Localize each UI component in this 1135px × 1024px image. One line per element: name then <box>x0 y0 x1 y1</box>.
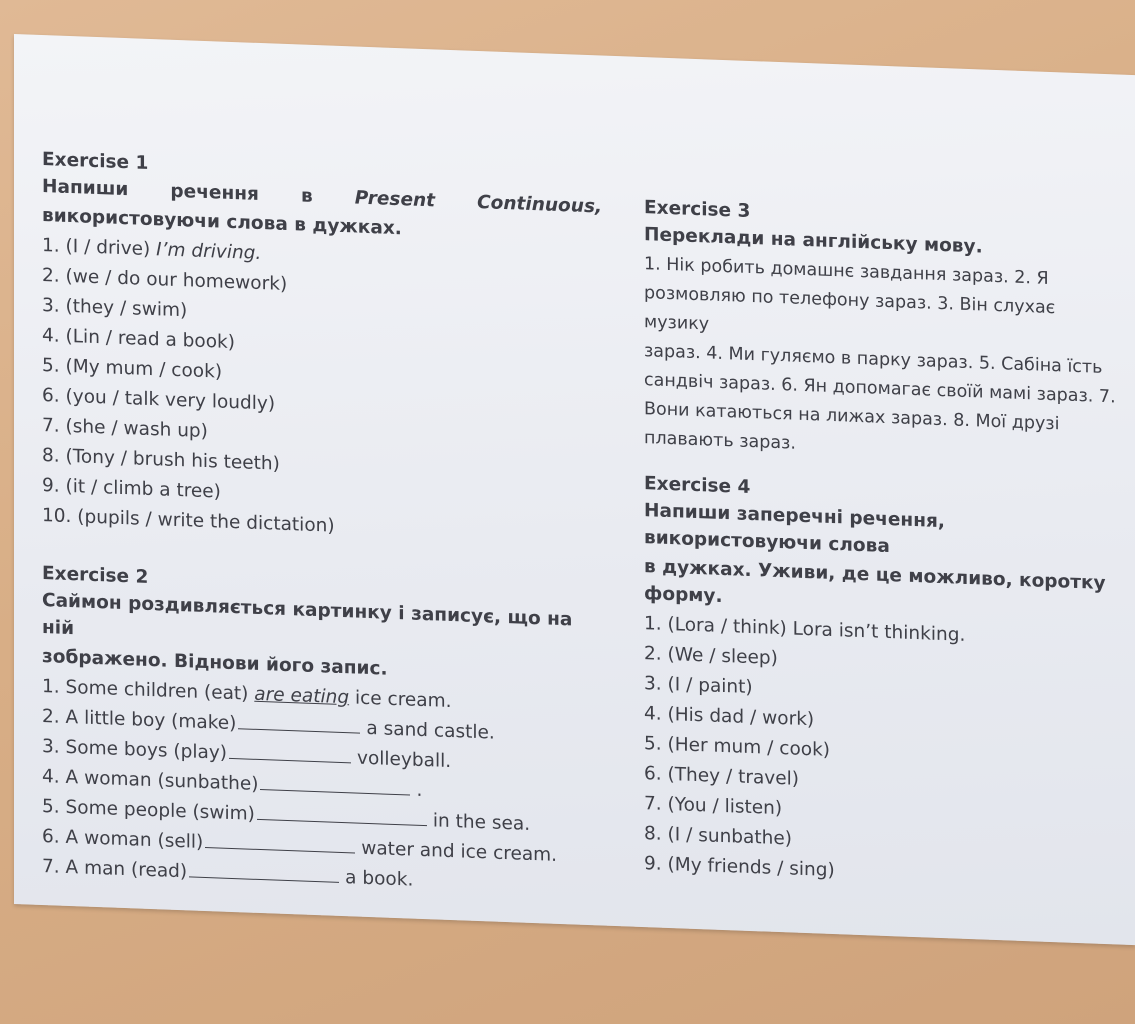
exercise2-instruction-line1: Саймон роздивляється картинку і записує, що на ній <box>42 590 573 640</box>
exercise1-item: 4. (Lin / read a book) <box>42 325 235 354</box>
exercise1-item: 5. (My mum / cook) <box>42 355 223 383</box>
text-line: зараз. 4. Ми гуляємо в парку зараз. 5. Сабіна їсть <box>644 341 1103 378</box>
text-line: сандвіч зараз. 6. Ян допомагає своїй мамі зараз. 7. <box>644 370 1116 408</box>
exercise4-instruction-line2: в дужках. Уживи, де це можливо, коротку форму. <box>644 556 1106 607</box>
text-line: Вони катаються на лижах зараз. 8. Мої друзі <box>644 399 1060 435</box>
exercise4-item: 5. (Her mum / cook) <box>644 733 831 761</box>
text-line: розмовляю по телефону зараз. 3. Він слухає музику <box>644 283 1056 335</box>
instruction-word: в <box>300 185 313 207</box>
exercise4-item: 7. (You / listen) <box>644 793 783 820</box>
item-answer: are eating <box>254 683 350 709</box>
exercise1-item: 10. (pupils / write the dictation) <box>42 505 335 537</box>
exercise1-item: 8. (Tony / brush his teeth) <box>42 445 280 475</box>
item-ending: . <box>416 779 423 801</box>
exercise1-title: Exercise 1 <box>42 149 149 174</box>
item-prompt: 2. A little boy (make) <box>42 706 237 735</box>
answer-blank[interactable] <box>189 858 339 883</box>
instruction-word: речення <box>170 180 259 205</box>
answer-blank[interactable] <box>205 829 355 854</box>
text-line: 1. Нік робить домашнє завдання зараз. 2. Я <box>644 254 1049 289</box>
answer-blank[interactable] <box>257 801 427 826</box>
exercise3-text <box>644 250 1119 470</box>
exercise3-instruction: Переклади на англійську мову. <box>644 224 983 258</box>
exercise1-instruction-line2: використовуючи слова в дужках. <box>42 205 402 240</box>
worksheet-paper <box>14 34 1135 945</box>
item-prompt: 6. A woman (sell) <box>42 826 204 853</box>
item-prompt: 3. Some boys (play) <box>42 736 228 764</box>
answer-blank[interactable] <box>238 710 360 733</box>
exercise2-instruction-line2: зображено. Віднови його запис. <box>42 646 388 680</box>
exercise4-item: 6. (They / travel) <box>644 763 799 790</box>
item-ending: a sand castle. <box>366 717 495 744</box>
exercise2-title: Exercise 2 <box>42 563 149 588</box>
instruction-word: Continuous, <box>477 191 602 218</box>
exercise1-item: 9. (it / climb a tree) <box>42 475 221 503</box>
item-ending: a book. <box>345 867 414 891</box>
answer-blank[interactable] <box>229 740 351 763</box>
exercise3-title: Exercise 3 <box>644 197 751 223</box>
item-ending: in the sea. <box>432 810 531 835</box>
exercise1-item: 2. (we / do our homework) <box>42 265 288 296</box>
exercise1-item: 6. (you / talk very loudly) <box>42 385 276 415</box>
item-ending: ice cream. <box>354 687 452 713</box>
item-prompt: 1. (I / drive) <box>42 235 151 260</box>
instruction-word: Present <box>354 187 435 212</box>
item-prompt: 4. A woman (sunbathe) <box>42 766 259 795</box>
exercise4-item: 4. (His dad / work) <box>644 703 815 731</box>
exercise4-item: 9. (My friends / sing) <box>644 853 835 882</box>
item-ending: volleyball. <box>357 747 452 773</box>
left-column <box>42 147 602 903</box>
item-ending: water and ice cream. <box>361 837 558 866</box>
item-prompt: 5. Some people (swim) <box>42 796 255 825</box>
exercise1-item: 3. (they / swim) <box>42 295 188 322</box>
item-prompt: 1. Some children (eat) <box>42 676 249 705</box>
exercise4-item: 3. (I / paint) <box>644 673 753 699</box>
exercise4-item: 1. (Lora / think) Lora isn’t thinking. <box>644 613 966 646</box>
exercise4-item: 2. (We / sleep) <box>644 643 778 670</box>
item-answer: I’m driving. <box>156 239 262 265</box>
item-prompt: 7. A man (read) <box>42 856 188 883</box>
exercise4-title: Exercise 4 <box>644 473 751 499</box>
right-column <box>644 195 1119 896</box>
exercise4-item: 8. (I / sunbathe) <box>644 823 792 850</box>
instruction-word: Напиши <box>42 176 129 201</box>
answer-blank[interactable] <box>260 771 410 796</box>
exercise1-item: 7. (she / wash up) <box>42 415 208 443</box>
text-line: плавають зараз. <box>644 428 796 454</box>
exercise4-instruction-line1: Напиши заперечні речення, використовуючи слова <box>644 500 945 558</box>
